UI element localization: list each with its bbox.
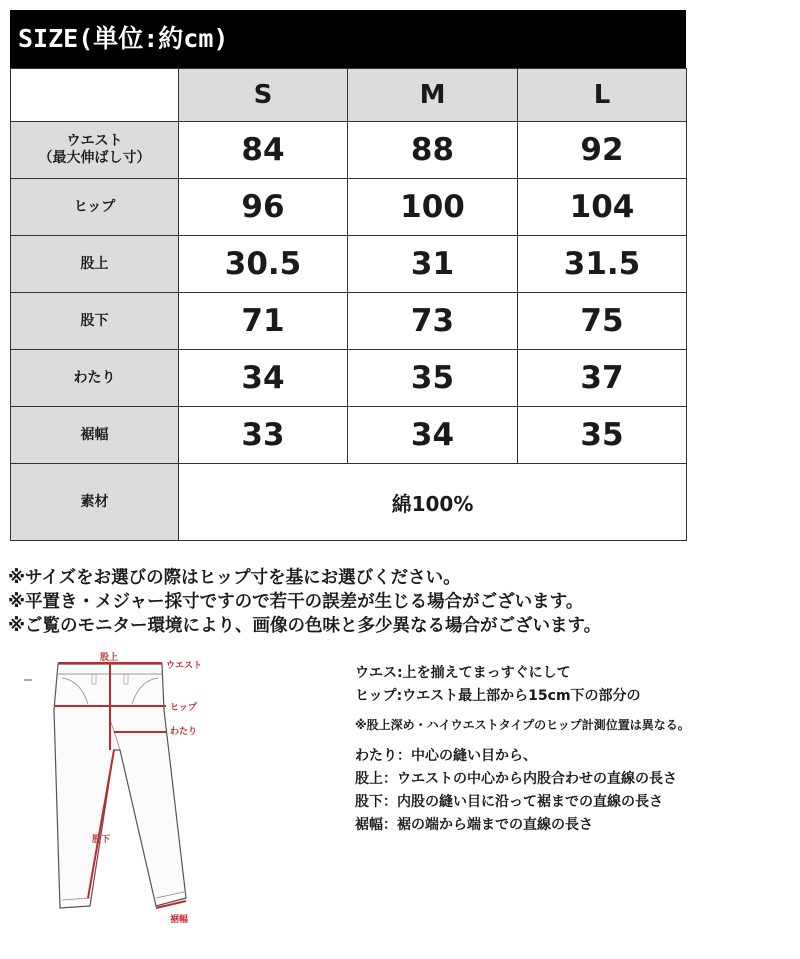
table-cell: 31 xyxy=(348,236,518,293)
diagram-label-thigh: わたり xyxy=(170,727,198,737)
diagram-label-waist: ウエスト xyxy=(166,661,203,671)
table-row-hip xyxy=(11,179,687,236)
table-row-thigh xyxy=(11,350,687,407)
explain-rise: 股上：ウエストの中心から内股合わせの直線の長さ xyxy=(355,771,677,787)
table-row-inseam xyxy=(11,293,687,350)
table-cell: 34 xyxy=(348,407,518,464)
size-table-title: SIZE(単位:約cm) xyxy=(10,10,686,68)
explain-inseam: 股下：内股の縫い目に沿って裾までの直線の長さ xyxy=(355,794,663,810)
table-cell: 34 xyxy=(179,350,348,407)
diagram-label-hip: ヒップ xyxy=(170,703,197,713)
row-label-rise: 股上 xyxy=(11,236,179,293)
pants-measurement-diagram xyxy=(10,650,230,930)
explain-hip: ヒップ:ウエスト最上部から15cm下の部分の xyxy=(355,688,641,704)
row-label-hip: ヒップ xyxy=(11,179,179,236)
table-cell: 100 xyxy=(348,179,518,236)
table-cell: 96 xyxy=(179,179,348,236)
table-cell: 104 xyxy=(518,179,687,236)
measurement-explanations xyxy=(355,662,795,837)
table-cell: 35 xyxy=(348,350,518,407)
size-table xyxy=(10,68,687,541)
table-row-waist xyxy=(11,122,687,179)
explain-waist: ウエス:上を揃えてまっすぐにして xyxy=(355,665,571,681)
table-cell: 37 xyxy=(518,350,687,407)
note-monitor-color: ※ご覧のモニター環境により、画像の色味と多少異なる場合がございます。 xyxy=(8,616,602,636)
table-row-rise xyxy=(11,236,687,293)
table-cell: 88 xyxy=(348,122,518,179)
table-corner-cell xyxy=(11,69,179,122)
row-label-waist xyxy=(11,122,179,179)
table-cell: 35 xyxy=(518,407,687,464)
table-cell: 92 xyxy=(518,122,687,179)
explain-thigh: わたり：中心の縫い目から、 xyxy=(355,748,537,764)
diagram-label-hem: 裾幅 xyxy=(170,915,189,925)
size-header-row xyxy=(11,69,687,122)
diagram-label-inseam: 股下 xyxy=(92,835,111,845)
table-cell: 30.5 xyxy=(179,236,348,293)
column-header-l: L xyxy=(518,69,687,122)
row-label-inseam: 股下 xyxy=(11,293,179,350)
pants-illustration xyxy=(10,650,230,930)
row-label-waist-line1: ウエスト xyxy=(66,133,123,149)
note-measurement-error: ※平置き・メジャー採寸ですので若干の誤差が生じる場合がございます。 xyxy=(8,592,584,612)
table-cell: 75 xyxy=(518,293,687,350)
note-hip-selection: ※サイズをお選びの際はヒップ寸を基にお選びください。 xyxy=(8,568,461,588)
table-cell: 84 xyxy=(179,122,348,179)
row-label-thigh: わたり xyxy=(11,350,179,407)
explain-hip-note: ※股上深め・ハイウエストタイプのヒップ計測位置は異なる。 xyxy=(355,718,690,732)
table-row-material xyxy=(11,464,687,541)
diagram-label-rise: 股上 xyxy=(100,653,119,663)
row-label-waist-line2: （最大伸ばし寸） xyxy=(38,150,151,166)
table-cell: 31.5 xyxy=(518,236,687,293)
notes xyxy=(8,566,788,638)
row-label-material: 素材 xyxy=(11,464,179,541)
column-header-s: S xyxy=(179,69,348,122)
material-value: 綿100% xyxy=(179,464,687,541)
size-table-container xyxy=(10,10,686,541)
explain-hem: 裾幅：裾の端から端までの直線の長さ xyxy=(355,817,593,833)
table-row-hem xyxy=(11,407,687,464)
table-cell: 33 xyxy=(179,407,348,464)
row-label-hem: 裾幅 xyxy=(11,407,179,464)
column-header-m: M xyxy=(348,69,518,122)
table-cell: 71 xyxy=(179,293,348,350)
table-cell: 73 xyxy=(348,293,518,350)
